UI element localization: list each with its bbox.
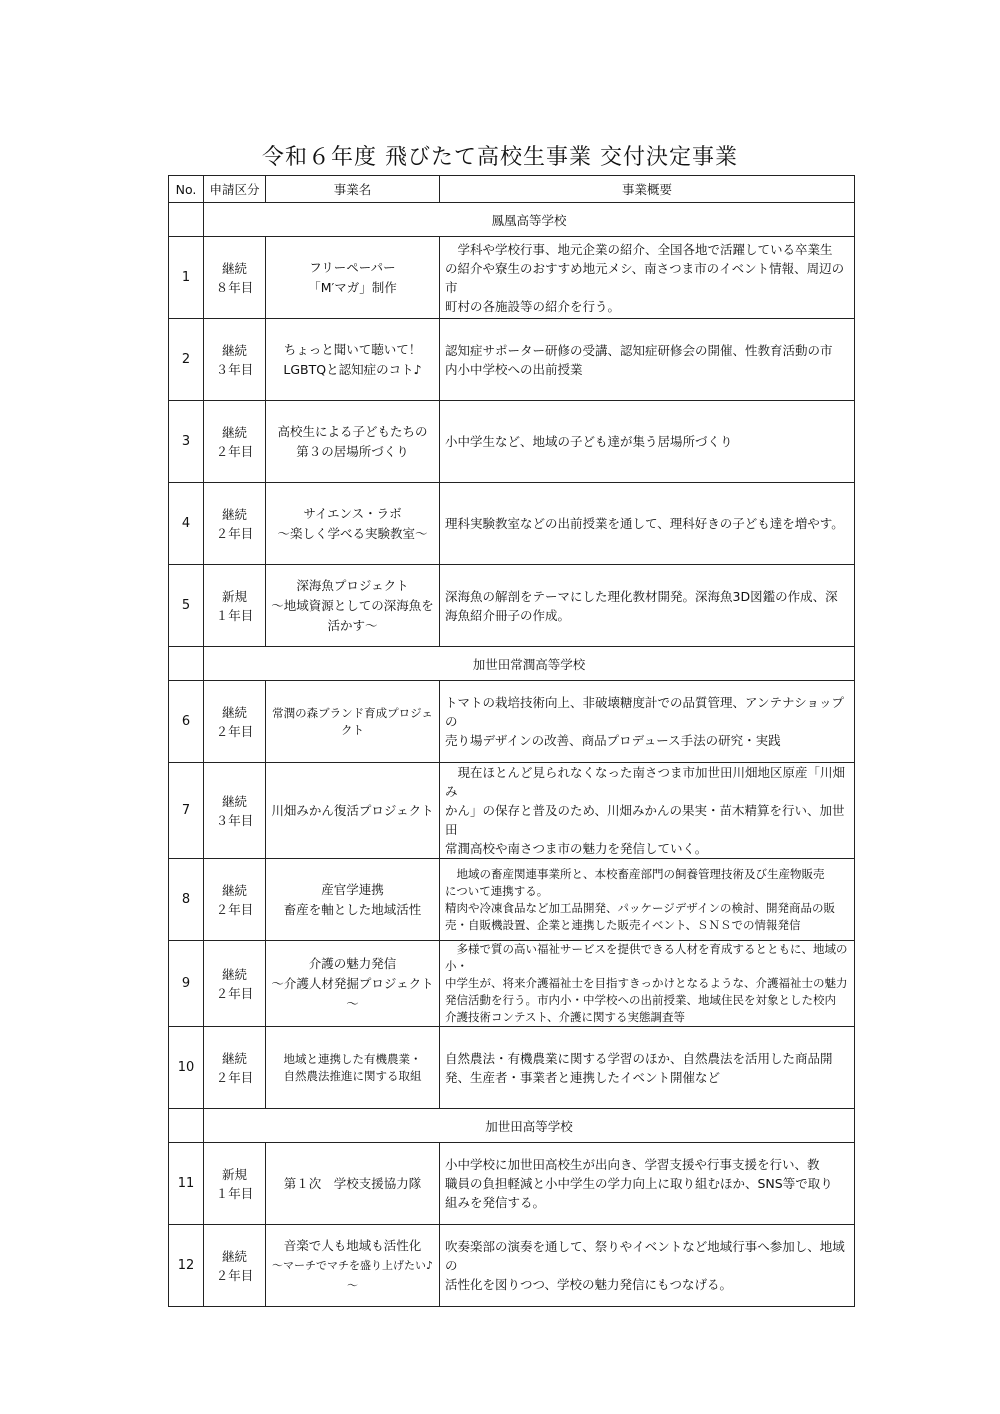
project-description: [440, 941, 855, 1027]
project-name: [266, 941, 440, 1027]
application-type: [204, 483, 266, 565]
description-line: 海魚紹介冊子の作成。: [445, 607, 571, 623]
application-type-label: 継続: [221, 342, 247, 358]
project-name-line: 活かす～: [327, 617, 378, 633]
row-number: 11: [169, 1143, 204, 1225]
row-number: 2: [169, 319, 204, 401]
table-row: [169, 763, 855, 859]
project-name-line: ちょっと聞いて聴いて！: [283, 341, 422, 357]
description-line: 学科や学校行事、地元企業の紹介、全国各地で活躍している卒業生: [445, 241, 833, 257]
description-line: 小中学校に加世田高校生が出向き、学習支援や行事支援を行い、教: [445, 1157, 820, 1172]
table-body: [169, 203, 855, 1307]
description-line: 多様で質の高い福祉サービスを提供できる人材を育成するとともに、地域の小・: [445, 942, 848, 973]
page-title: 令和６年度 飛びたて高校生事業 交付決定事業: [262, 145, 738, 170]
section-school-name: 鳳凰高等学校: [204, 203, 855, 237]
description-line: 売り場デザインの改善、商品プロデュース手法の研究・実践: [445, 733, 781, 748]
application-type-label: 新規: [221, 588, 247, 604]
description-line: 売・自販機設置、企業と連携した販売イベント、ＳＮＳでの情報発信: [445, 917, 801, 932]
header-kubun: 申請区分: [204, 176, 266, 203]
project-name: [266, 565, 440, 647]
application-type-label: 継続: [221, 1248, 247, 1264]
project-description: [440, 319, 855, 401]
project-name-line: 地域と連携した有機農業・: [283, 1051, 422, 1066]
application-year: ３年目: [215, 812, 254, 828]
project-name: [266, 1027, 440, 1109]
description-line: 介護技術コンテスト、介護に関する実態調査等: [445, 1010, 686, 1024]
row-number: 12: [169, 1225, 204, 1307]
table-row: [169, 681, 855, 763]
project-name: [266, 1143, 440, 1225]
row-number: 9: [169, 941, 204, 1027]
description-line: かん」の保存と普及のため、川畑みかんの果実・苗木精算を行い、加世田: [445, 803, 845, 837]
application-type-label: 継続: [221, 793, 247, 809]
project-name-line: 常潤の森ブランド育成プロジェクト: [272, 705, 433, 737]
section-row: [169, 203, 855, 237]
description-line: 町村の各施設等の紹介を行う。: [445, 298, 621, 314]
description-line: 発、生産者・事業者と連携したイベント開催など: [445, 1069, 721, 1085]
project-name: [266, 483, 440, 565]
project-name: [266, 859, 440, 941]
project-name-line: 畜産を軸とした地域活性: [283, 901, 422, 917]
application-year: ８年目: [215, 279, 254, 295]
project-description: [440, 565, 855, 647]
table-row: [169, 1027, 855, 1109]
table-row: [169, 941, 855, 1027]
description-line: 理科実験教室などの出前授業を通して、理科好きの子ども達を増やす。: [445, 516, 844, 531]
project-name: [266, 763, 440, 859]
application-type: [204, 1027, 266, 1109]
description-line: 発信活動を行う。市内小・中学校への出前授業、地域住民を対象とした校内: [445, 993, 836, 1007]
application-type-label: 継続: [221, 704, 247, 720]
row-number: 8: [169, 859, 204, 941]
project-description: [440, 859, 855, 941]
project-name-line: 深海魚プロジェクト: [296, 577, 409, 593]
row-number: 5: [169, 565, 204, 647]
application-type-label: 継続: [221, 1050, 247, 1066]
application-type-label: 継続: [221, 260, 247, 276]
row-number: 10: [169, 1027, 204, 1109]
project-description: [440, 401, 855, 483]
project-description: [440, 763, 855, 859]
project-name-line: サイエンス・ラボ: [303, 505, 402, 521]
description-line: 中学生が、将来介護福祉士を目指すきっかけとなるような、介護福祉士の魅力: [445, 976, 848, 990]
section-blank-cell: [169, 647, 204, 681]
project-name-line: ～楽しく学べる実験教室～: [277, 525, 428, 541]
section-school-name: 加世田高等学校: [204, 1109, 855, 1143]
application-year: １年目: [215, 607, 254, 623]
table-row: [169, 483, 855, 565]
project-description: [440, 237, 855, 319]
project-name-line: ～マーチでマチを盛り上げたい♪～: [271, 1258, 434, 1292]
description-line: の紹介や寮生のおすすめ地元メシ、南さつま市のイベント情報、周辺の市: [445, 260, 845, 295]
section-school-name: 加世田常潤高等学校: [204, 647, 855, 681]
application-type: [204, 401, 266, 483]
table-row: [169, 319, 855, 401]
header-no: No.: [169, 176, 204, 203]
table-header-row: [169, 176, 855, 203]
project-name-line: フリーペーパー: [309, 259, 396, 275]
description-line: 吹奏楽部の演奏を通して、祭りやイベントなど地域行事へ参加し、地域の: [445, 1239, 845, 1273]
description-line: 現在ほとんど見られなくなった南さつま市加世田川畑地区原産「川畑み: [445, 765, 846, 799]
project-description: [440, 1027, 855, 1109]
header-name: 事業名: [266, 176, 440, 203]
project-description: [440, 483, 855, 565]
description-line: 組みを発信する。: [445, 1195, 546, 1210]
application-type: [204, 859, 266, 941]
application-type: [204, 319, 266, 401]
application-year: ２年目: [215, 985, 254, 1001]
project-name-line: 産官学連携: [321, 881, 384, 897]
row-number: 3: [169, 401, 204, 483]
project-table: [168, 175, 855, 1307]
description-line: 内小中学校への出前授業: [445, 361, 583, 377]
application-type-label: 継続: [221, 506, 247, 522]
table-row: [169, 565, 855, 647]
application-year: ２年目: [215, 1069, 254, 1085]
application-type-label: 継続: [221, 966, 247, 982]
description-line: 職員の負担軽減と小中学生の学力向上に取り組むほか、SNS等で取り: [445, 1176, 833, 1191]
project-name-line: 川畑みかん復活プロジェクト: [271, 802, 434, 818]
description-line: トマトの栽培技術向上、非破壊糖度計での品質管理、アンテナショップの: [445, 695, 845, 729]
application-year: ３年目: [215, 361, 254, 377]
project-name-line: LGBTQと認知症のコト♪: [283, 361, 422, 377]
application-year: ２年目: [215, 525, 254, 541]
project-name-line: 第１次 学校支援協力隊: [283, 1175, 422, 1191]
project-description: [440, 681, 855, 763]
description-line: 地域の畜産関連事業所と、本校畜産部門の飼養管理技術及び生産物販売: [445, 866, 825, 881]
description-line: 認知症サポーター研修の受講、認知症研修会の開催、性教育活動の市: [445, 342, 833, 358]
project-description: [440, 1143, 855, 1225]
project-description: [440, 1225, 855, 1307]
project-name: [266, 319, 440, 401]
project-name-line: ～地域資源としての深海魚を: [271, 597, 434, 613]
description-line: 深海魚の解剖をテーマにした理化教材開発。深海魚3D図鑑の作成、深: [445, 588, 838, 604]
application-year: ２年目: [215, 443, 254, 459]
section-blank-cell: [169, 203, 204, 237]
application-year: ２年目: [215, 1267, 254, 1283]
project-name: [266, 681, 440, 763]
application-type-label: 新規: [221, 1166, 247, 1182]
project-name-line: 自然農法推進に関する取組: [283, 1068, 422, 1083]
description-line: 活性化を図りつつ、学校の魅力発信にもつなげる。: [445, 1277, 733, 1292]
application-type: [204, 941, 266, 1027]
application-type-label: 継続: [221, 882, 247, 898]
header-desc: 事業概要: [440, 176, 855, 203]
section-row: [169, 647, 855, 681]
description-line: 自然農法・有機農業に関する学習のほか、自然農法を活用した商品開: [445, 1050, 833, 1066]
table-row: [169, 237, 855, 319]
table-row: [169, 859, 855, 941]
row-number: 1: [169, 237, 204, 319]
row-number: 7: [169, 763, 204, 859]
application-year: ２年目: [215, 901, 254, 917]
application-type: [204, 565, 266, 647]
application-year: ２年目: [215, 723, 254, 739]
project-name: [266, 401, 440, 483]
project-name: [266, 237, 440, 319]
description-line: 精肉や冷凍食品など加工品開発、パッケージデザインの検討、開発商品の販: [445, 900, 835, 915]
application-type: [204, 237, 266, 319]
description-line: 小中学生など、地域の子ども達が集う居場所づくり: [445, 434, 733, 449]
application-type: [204, 1143, 266, 1225]
section-row: [169, 1109, 855, 1143]
project-name-line: 第３の居場所づくり: [296, 443, 409, 459]
table-row: [169, 401, 855, 483]
application-year: １年目: [215, 1185, 254, 1201]
table-row: [169, 1225, 855, 1307]
row-number: 6: [169, 681, 204, 763]
application-type: [204, 763, 266, 859]
table-row: [169, 1143, 855, 1225]
row-number: 4: [169, 483, 204, 565]
project-name-line: 介護の魅力発信: [308, 955, 397, 971]
application-type: [204, 1225, 266, 1307]
project-name-line: 高校生による子どもたちの: [277, 423, 428, 439]
project-name-line: ～介護人材発掘プロジェクト～: [271, 975, 434, 1011]
application-type: [204, 681, 266, 763]
description-line: 常潤高校や南さつま市の魅力を発信していく。: [445, 841, 708, 856]
section-blank-cell: [169, 1109, 204, 1143]
project-name-line: 「M′マガ」制作: [308, 279, 397, 295]
application-type-label: 継続: [221, 424, 247, 440]
project-name: [266, 1225, 440, 1307]
project-name-line: 音楽で人も地域も活性化: [283, 1237, 422, 1253]
description-line: について連携する。: [445, 883, 549, 898]
